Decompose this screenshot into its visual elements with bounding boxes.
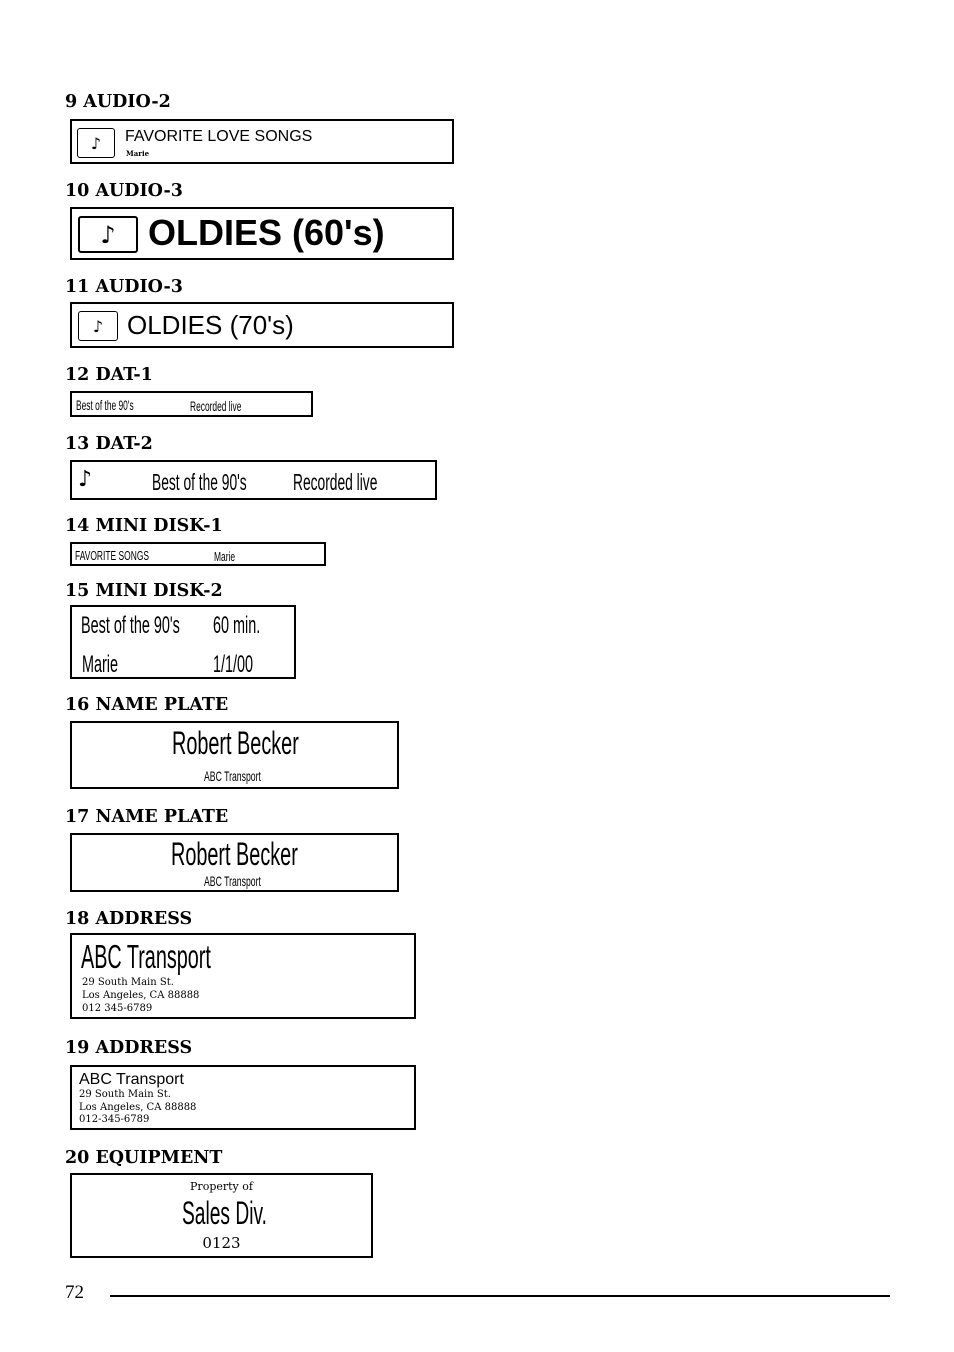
label-name-plate-a	[70, 721, 399, 789]
label-address-b	[70, 1065, 416, 1130]
music-note-icon: ♪	[77, 128, 115, 158]
label-right-text: Marie	[214, 549, 236, 564]
label-address-line-3: 012 345-6789	[82, 1003, 153, 1014]
label-name-plate-b	[70, 833, 399, 892]
section-heading-name-plate-a: 16 NAME PLATE	[65, 695, 229, 715]
section-heading-mini-disk-2: 15 MINI DISK-2	[65, 581, 223, 601]
label-dat-2	[70, 460, 437, 500]
label-top-text: Property of	[190, 1180, 253, 1193]
label-company: ABC Transport	[79, 1071, 184, 1088]
section-heading-name-plate-b: 17 NAME PLATE	[65, 807, 229, 827]
section-heading-equipment: 20 EQUIPMENT	[65, 1148, 223, 1168]
label-company: ABC Transport	[204, 768, 261, 784]
section-heading-dat-1: 12 DAT-1	[65, 365, 153, 385]
label-cell-r1c1: Best of the 90's	[81, 612, 180, 639]
label-title: OLDIES (60's)	[148, 212, 385, 253]
label-address-line-2: Los Angeles, CA 88888	[82, 990, 200, 1001]
label-right-text: Recorded live	[190, 398, 242, 414]
label-left-text: Best of the 90's	[76, 397, 134, 413]
label-title: FAVORITE LOVE SONGS	[125, 128, 313, 145]
label-audio-3-a	[70, 207, 454, 260]
label-address-a	[70, 933, 416, 1019]
label-left-text: Best of the 90's	[152, 469, 247, 495]
section-heading-address-a: 18 ADDRESS	[65, 909, 193, 929]
label-address-line-2: Los Angeles, CA 88888	[79, 1102, 197, 1113]
label-left-text: FAVORITE SONGS	[75, 548, 150, 563]
label-mini-disk-2	[70, 605, 296, 679]
page-number: 72	[65, 1282, 84, 1303]
label-right-text: Recorded live	[293, 469, 378, 495]
label-address-line-1: 29 South Main St.	[79, 1089, 171, 1100]
section-heading-audio-3-b: 11 AUDIO-3	[65, 277, 183, 297]
label-main-text: Sales Div.	[182, 1195, 268, 1231]
label-cell-r2c1: Marie	[82, 651, 119, 678]
label-number: 0123	[202, 1234, 241, 1252]
section-heading-audio-2: 9 AUDIO-2	[65, 92, 171, 112]
label-cell-r2c2: 1/1/00	[213, 651, 254, 678]
section-heading-mini-disk-1: 14 MINI DISK-1	[65, 516, 223, 536]
label-company: ABC Transport	[204, 873, 261, 889]
label-title: OLDIES (70's)	[127, 310, 294, 340]
label-audio-2	[70, 119, 454, 164]
label-name: Robert Becker	[171, 836, 298, 872]
label-audio-3-b	[70, 302, 454, 348]
music-note-icon: ♪	[78, 311, 118, 341]
label-name: Robert Becker	[172, 725, 299, 761]
section-heading-dat-2: 13 DAT-2	[65, 434, 153, 454]
label-company: ABC Transport	[81, 938, 211, 975]
music-note-icon: ♪	[78, 467, 93, 492]
label-equipment	[70, 1173, 373, 1258]
label-mini-disk-1	[70, 542, 326, 566]
label-address-line-3: 012-345-6789	[79, 1114, 150, 1125]
label-subtitle: Marie	[126, 149, 150, 158]
label-address-line-1: 29 South Main St.	[82, 977, 174, 988]
section-heading-audio-3-a: 10 AUDIO-3	[65, 181, 183, 201]
label-dat-1	[70, 391, 313, 417]
footer-rule	[110, 1295, 890, 1297]
label-cell-r1c2: 60 min.	[213, 612, 261, 639]
section-heading-address-b: 19 ADDRESS	[65, 1038, 193, 1058]
music-note-icon: ♪	[78, 216, 138, 253]
